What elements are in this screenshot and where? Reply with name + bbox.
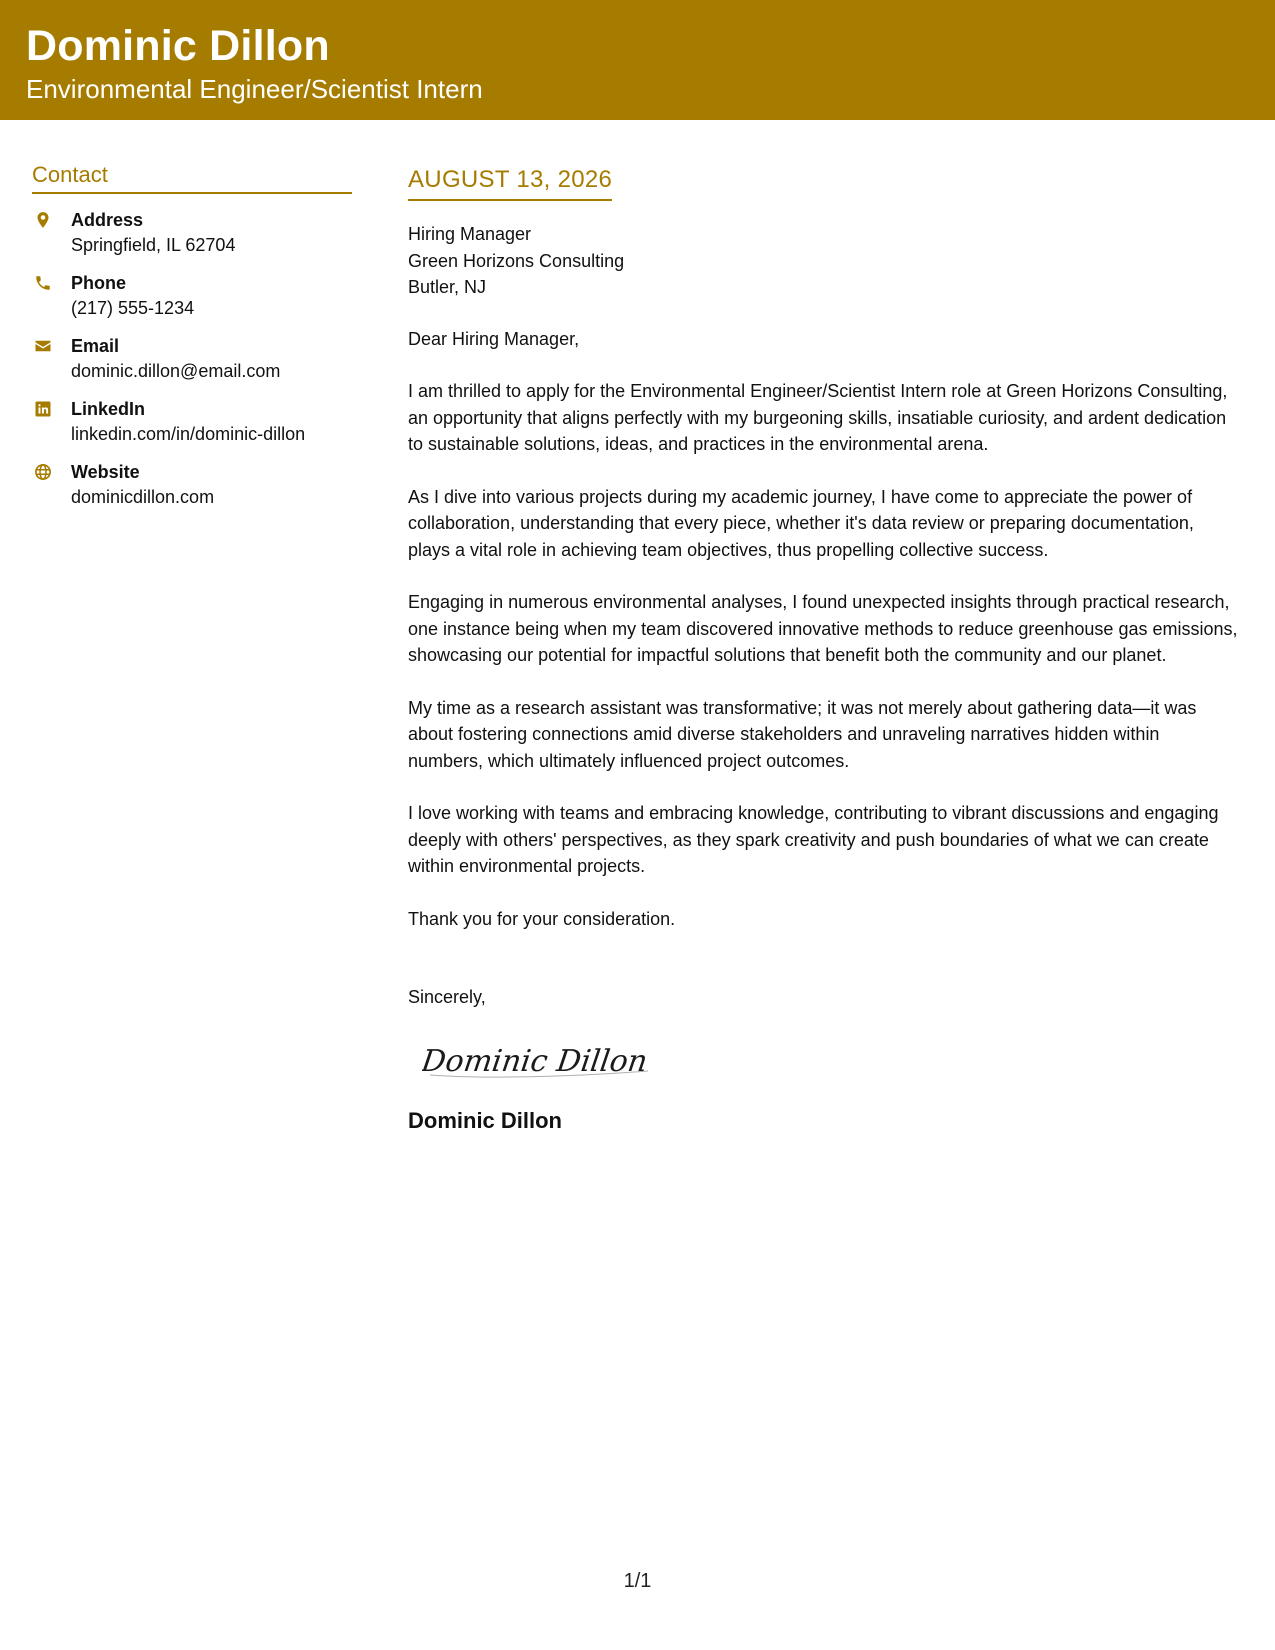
salutation: Dear Hiring Manager,: [408, 328, 580, 349]
signature-image: [422, 1031, 662, 1089]
letter-date: AUGUST 13, 2026: [408, 166, 612, 201]
body-paragraph: Thank you for your consideration.: [408, 908, 676, 929]
contact-value: Springfield, IL 62704: [71, 235, 236, 255]
applicant-role: Environmental Engineer/Scientist Intern: [26, 74, 483, 104]
contact-label: LinkedIn: [71, 399, 146, 419]
globe-icon: [34, 463, 52, 481]
contact-label: Address: [71, 210, 144, 230]
body-paragraph: As I dive into various projects during my academic journey, I have come to appreciate the power of collaboration, understanding that every piece, whether it's data review or preparing documentation, plays a vital role in achieving team objectives, thus propelling collective success.: [408, 486, 1194, 560]
contact-label: Email: [71, 336, 120, 356]
contact-label: Phone: [71, 273, 127, 293]
recipient-line: Butler, NJ: [408, 277, 487, 297]
contact-value: dominic.dillon@email.com: [71, 361, 281, 381]
signer-name: Dominic Dillon: [408, 1107, 562, 1133]
contact-item-website: [32, 460, 352, 510]
contact-value: linkedin.com/in/dominic-dillon: [71, 424, 306, 444]
closing: Sincerely,: [408, 987, 486, 1007]
contact-value: (217) 555-1234: [71, 298, 195, 318]
header-banner: [0, 0, 1275, 120]
body-paragraph: My time as a research assistant was transformative; it was not merely about gathering data—it was about fostering connections amid diverse stakeholders and unraveling narratives hidden within numbers, which ultimately influenced project outcomes.: [408, 697, 1197, 771]
contact-section-title: Contact: [32, 162, 352, 194]
body-paragraph: I am thrilled to apply for the Environmental Engineer/Scientist Intern role at Green Horizons Consulting, an opportunity that aligns perfectly with my burgeoning skills, insatiable curiosity, and ardent dedication to sustainable solutions, ideas, and practices in the environmental arena.: [408, 381, 1228, 454]
letter-body: [408, 166, 1238, 1134]
contact-value: dominicdillon.com: [71, 487, 215, 507]
recipient-line: Hiring Manager: [408, 224, 532, 244]
signature-text: Dominic Dillon: [422, 1043, 650, 1079]
contact-item-address: [32, 208, 352, 258]
envelope-icon: [34, 337, 52, 355]
recipient-block: [408, 221, 1238, 301]
linkedin-icon: [34, 400, 52, 418]
map-pin-icon: [34, 211, 52, 229]
contact-item-linkedin: [32, 397, 352, 447]
recipient-line: Green Horizons Consulting: [408, 250, 625, 271]
contact-item-phone: [32, 271, 352, 321]
page-number: 1/1: [623, 1570, 652, 1592]
contact-label: Website: [71, 462, 140, 482]
contact-item-email: [32, 334, 352, 384]
contact-sidebar: [32, 162, 352, 523]
phone-icon: [34, 274, 52, 292]
body-paragraph: Engaging in numerous environmental analyses, I found unexpected insights through practical research, one instance being when my team discovered innovative methods to reduce greenhouse gas emissions, showcasing our potential for impactful solutions that benefit both the community and our planet.: [408, 592, 1238, 665]
applicant-name: Dominic Dillon: [26, 22, 330, 70]
body-paragraph: I love working with teams and embracing knowledge, contributing to vibrant discussions and engaging deeply with others' perspectives, as they spark creativity and push boundaries of what we can create within environmental projects.: [408, 803, 1219, 876]
